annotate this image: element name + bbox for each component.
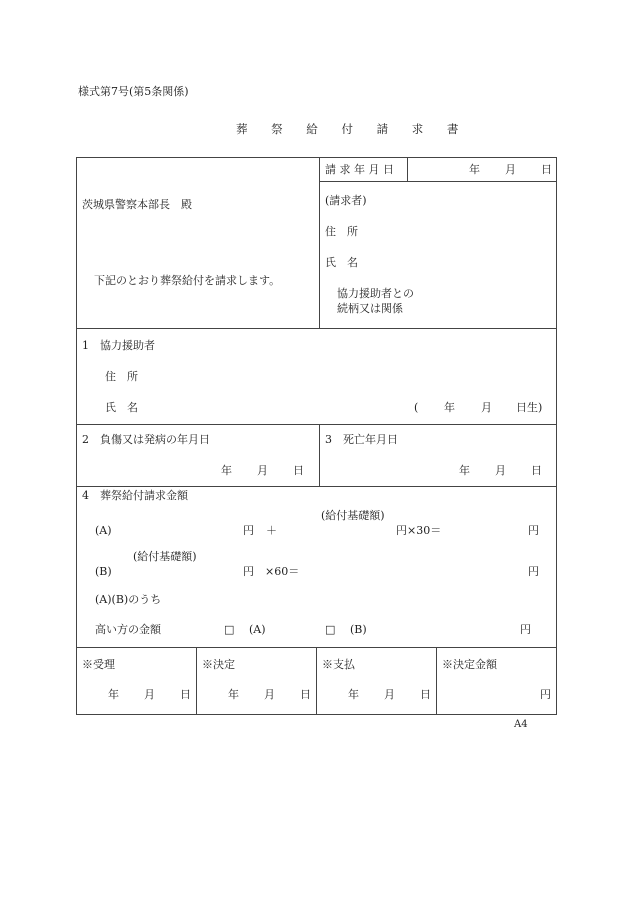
office-decided-label: ※決定 xyxy=(202,658,235,671)
table-line-office-split-2 xyxy=(316,647,317,714)
option-b-checkbox[interactable]: □ xyxy=(325,623,336,636)
office-paid-year[interactable]: 年 xyxy=(348,688,359,701)
section2-day[interactable]: 日 xyxy=(293,464,304,477)
base-amount-label-b: (給付基礎額) xyxy=(133,550,197,563)
section1-address-label[interactable]: 住 所 xyxy=(105,370,138,383)
amount-b-result-yen[interactable]: 円 xyxy=(528,565,539,578)
section1-birth-month[interactable]: 月 xyxy=(481,401,492,414)
request-statement: 下記のとおり葬祭給付を請求します。 xyxy=(94,274,281,287)
office-received-month[interactable]: 月 xyxy=(144,688,155,701)
table-line-section1-top xyxy=(76,328,557,329)
office-paid-day[interactable]: 日 xyxy=(420,688,431,701)
table-line-office-split-3 xyxy=(436,647,437,714)
final-amount-yen[interactable]: 円 xyxy=(520,623,531,636)
request-date-day[interactable]: 日 xyxy=(541,163,552,176)
table-line-office-split-1 xyxy=(196,647,197,714)
amount-b-formula[interactable]: 円 ×60＝ xyxy=(243,565,300,578)
table-line-date-row xyxy=(319,181,557,182)
office-decided-month[interactable]: 月 xyxy=(264,688,275,701)
office-paid-month[interactable]: 月 xyxy=(384,688,395,701)
amount-a-plus: ＋ xyxy=(266,524,277,537)
claimant-relationship-label-2[interactable]: 続柄又は関係 xyxy=(337,302,403,315)
table-border-bottom xyxy=(76,714,557,715)
section1-birth-year[interactable]: 年 xyxy=(444,401,455,414)
claimant-name-label[interactable]: 氏 名 xyxy=(325,256,358,269)
office-received-day[interactable]: 日 xyxy=(180,688,191,701)
amount-a-yen[interactable]: 円 xyxy=(243,524,254,537)
form-number: 様式第7号(第5条関係) xyxy=(78,85,189,98)
section3-day[interactable]: 日 xyxy=(531,464,542,477)
section1-birth-open: ( xyxy=(414,401,419,414)
table-line-section23-split xyxy=(319,424,320,486)
office-received-label: ※受理 xyxy=(82,658,115,671)
section2-label: 2 負傷又は発病の年月日 xyxy=(82,433,210,446)
office-decided-day[interactable]: 日 xyxy=(300,688,311,701)
section1-label: 1 協力援助者 xyxy=(82,339,155,352)
ab-which-label: (A)(B)のうち xyxy=(95,593,162,606)
amount-a-formula[interactable]: 円×30＝ xyxy=(396,524,442,537)
office-decided-amount-yen[interactable]: 円 xyxy=(540,688,551,701)
page-title: 葬 祭 給 付 請 求 書 xyxy=(236,122,469,136)
claimant-relationship-label-1[interactable]: 協力援助者との xyxy=(337,287,414,300)
office-decided-year[interactable]: 年 xyxy=(228,688,239,701)
request-date-month[interactable]: 月 xyxy=(505,163,516,176)
section3-year[interactable]: 年 xyxy=(459,464,470,477)
table-border-top xyxy=(76,157,557,158)
office-paid-label: ※支払 xyxy=(322,658,355,671)
table-line-section2-top xyxy=(76,424,557,425)
office-decided-amount-label: ※決定金額 xyxy=(442,658,497,671)
office-received-year[interactable]: 年 xyxy=(108,688,119,701)
addressee: 茨城県警察本部長 殿 xyxy=(82,198,192,211)
section1-name-label[interactable]: 氏 名 xyxy=(105,401,138,414)
table-line-top-split xyxy=(319,157,320,328)
request-date-label: 請 求 年 月 日 xyxy=(325,163,394,176)
table-border-left xyxy=(76,157,77,714)
claimant-address-label[interactable]: 住 所 xyxy=(325,225,358,238)
section2-year[interactable]: 年 xyxy=(221,464,232,477)
option-a-label: (A) xyxy=(249,623,266,636)
amount-b-label: (B) xyxy=(95,565,112,578)
table-line-section4-top xyxy=(76,486,557,487)
table-line-date-split xyxy=(407,157,408,181)
paper-size: A4 xyxy=(514,719,528,730)
request-date-year[interactable]: 年 xyxy=(469,163,480,176)
amount-a-result-yen[interactable]: 円 xyxy=(528,524,539,537)
option-a-checkbox[interactable]: □ xyxy=(224,623,235,636)
section2-month[interactable]: 月 xyxy=(257,464,268,477)
section4-label: 4 葬祭給付請求金額 xyxy=(82,489,188,502)
higher-amount-label: 高い方の金額 xyxy=(95,623,161,636)
option-b-label: (B) xyxy=(350,623,367,636)
claimant-header: (請求者) xyxy=(325,194,367,207)
base-amount-label-a: (給付基礎額) xyxy=(321,509,385,522)
section3-label: 3 死亡年月日 xyxy=(325,433,398,446)
section1-birth-day[interactable]: 日生) xyxy=(516,401,543,414)
amount-a-label: (A) xyxy=(95,524,112,537)
table-border-right xyxy=(556,157,557,714)
section3-month[interactable]: 月 xyxy=(495,464,506,477)
